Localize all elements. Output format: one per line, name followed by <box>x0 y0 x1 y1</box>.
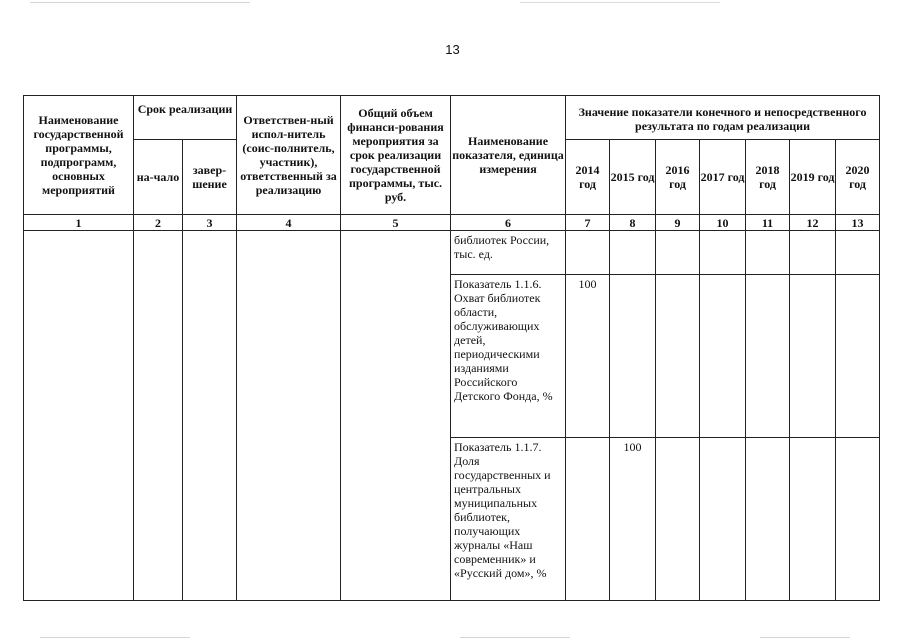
header-year-2019: 2019 год <box>790 140 836 215</box>
column-number: 4 <box>237 215 341 231</box>
cell-value <box>790 275 836 438</box>
page-number: 13 <box>445 42 460 57</box>
column-number: 12 <box>790 215 836 231</box>
header-values: Значение показатели конечного и непосредственного результата по годам реализации <box>566 96 880 140</box>
cell-executor <box>237 231 341 601</box>
cell-value <box>790 231 836 275</box>
scan-artifact-top <box>30 2 250 3</box>
table-row <box>24 231 880 275</box>
header-year-2020: 2020 год <box>836 140 880 215</box>
scan-artifact-bottom <box>460 637 570 638</box>
cell-value <box>836 438 880 601</box>
scan-artifact-bottom <box>40 637 190 638</box>
cell-value <box>656 231 700 275</box>
column-number-row <box>24 215 880 231</box>
cell-value <box>700 275 746 438</box>
cell-value <box>790 438 836 601</box>
header-start: на-чало <box>134 140 183 215</box>
cell-indicator: Показатель 1.1.7. Доля государственных и центральных муниципальных библиотек, получающих журналы «Наш современник» и «Русский дом», % <box>451 438 566 601</box>
cell-value <box>746 438 790 601</box>
cell-value <box>836 231 880 275</box>
header-year-2017: 2017 год <box>700 140 746 215</box>
cell-end <box>183 231 237 601</box>
cell-value <box>656 275 700 438</box>
header-year-2015: 2015 год <box>610 140 656 215</box>
header-program-name: Наименование государственной программы, подпрограмм, основных мероприятий <box>24 96 134 215</box>
scan-artifact-top <box>520 2 720 3</box>
cell-value <box>610 231 656 275</box>
indicators-table <box>23 95 880 601</box>
header-year-2016: 2016 год <box>656 140 700 215</box>
cell-indicator: библиотек России, тыс. ед. <box>451 231 566 275</box>
cell-value: 100 <box>566 275 610 438</box>
cell-program-name <box>24 231 134 601</box>
column-number: 3 <box>183 215 237 231</box>
cell-value <box>656 438 700 601</box>
cell-finance <box>341 231 451 601</box>
cell-value <box>610 275 656 438</box>
cell-value <box>746 275 790 438</box>
cell-start <box>134 231 183 601</box>
header-end: завер-шение <box>183 140 237 215</box>
column-number: 8 <box>610 215 656 231</box>
header-term: Срок реализации <box>134 96 237 140</box>
column-number: 13 <box>836 215 880 231</box>
column-number: 11 <box>746 215 790 231</box>
column-number: 2 <box>134 215 183 231</box>
column-number: 7 <box>566 215 610 231</box>
column-number: 5 <box>341 215 451 231</box>
header-indicator: Наименование показателя, единица измерения <box>451 96 566 215</box>
header-year-2014: 2014 год <box>566 140 610 215</box>
column-number: 10 <box>700 215 746 231</box>
header-finance: Общий объем финанси-рования мероприятия за срок реализации государственной программы, тыс. руб. <box>341 96 451 215</box>
cell-value <box>700 231 746 275</box>
column-number: 9 <box>656 215 700 231</box>
column-number: 6 <box>451 215 566 231</box>
cell-value <box>746 231 790 275</box>
cell-value <box>566 438 610 601</box>
cell-value <box>566 231 610 275</box>
scan-artifact-bottom <box>760 637 850 638</box>
cell-value <box>700 438 746 601</box>
cell-indicator: Показатель 1.1.6. Охват библиотек области, обслуживающих детей, периодическими изданиями Российского Детского Фонда, % <box>451 275 566 438</box>
column-number: 1 <box>24 215 134 231</box>
header-year-2018: 2018 год <box>746 140 790 215</box>
cell-value <box>836 275 880 438</box>
cell-value: 100 <box>610 438 656 601</box>
header-executor: Ответствен-ный испол-нитель (соис-полнитель, участник), ответственный за реализацию <box>237 96 341 215</box>
